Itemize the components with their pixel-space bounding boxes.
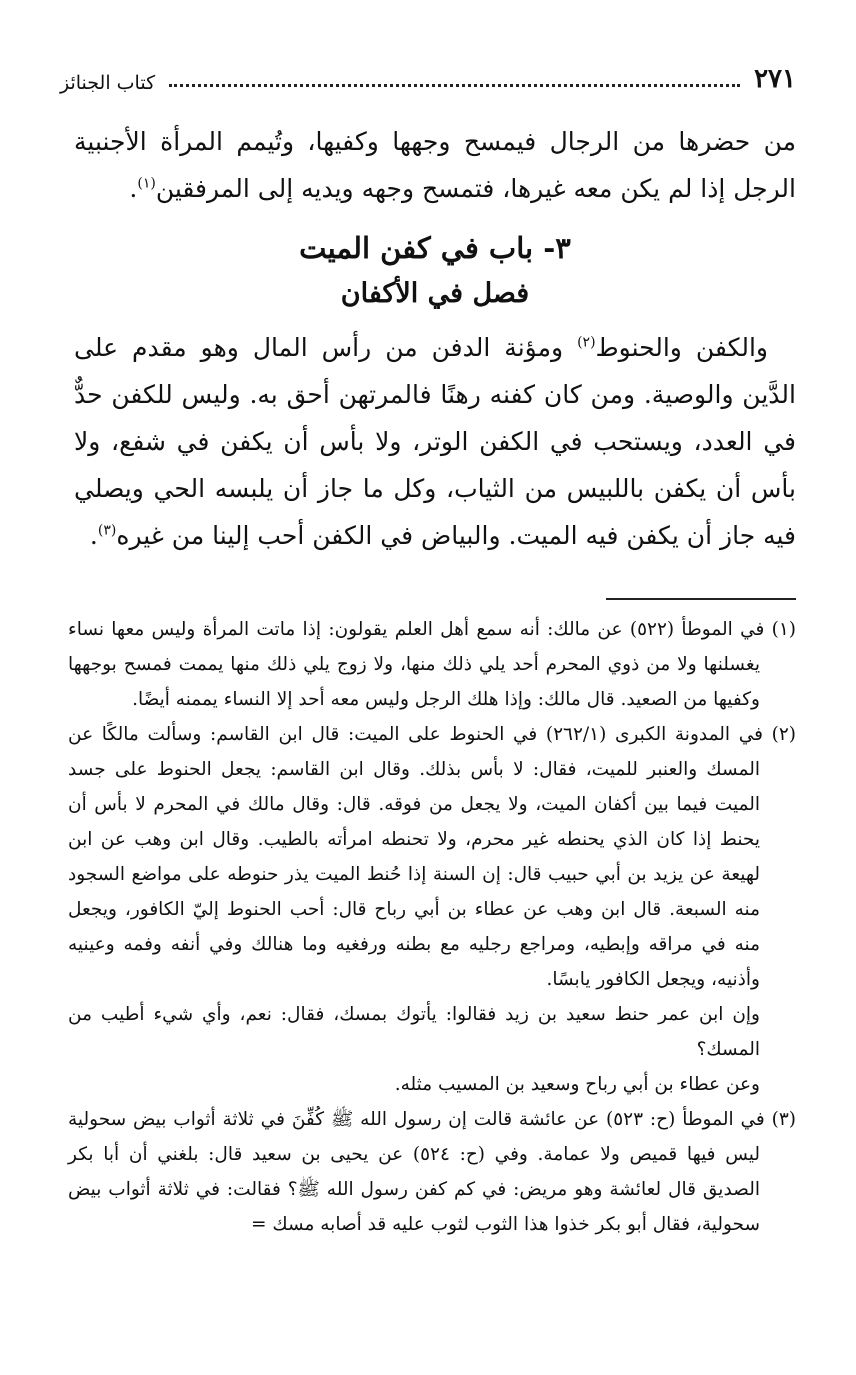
- footnote-ref-2[interactable]: (٢): [577, 334, 596, 351]
- section-heading: فصل في الأكفان: [340, 278, 530, 309]
- footnote-1: (١) في الموطأ (٥٢٢) عن مالك: أنه سمع أهل العلم يقولون: إذا ماتت المرأة وليس معها نساء يغسلنها ولا من ذوي المحرم أحد يلي ذلك منها، ولا زوج يلي ذلك منها يممت فمسح بوجهها وكفيها من الصعيد. قال مالك: وإذا هلك الرجل وليس معه أحد إلا النساء يممنه أيضًا.: [68, 619, 796, 710]
- footnotes: [68, 612, 796, 1242]
- footnote-2-continuation-1: وإن ابن عمر حنط سعيد بن زيد فقالوا: يأتوك بمسك، فقال: نعم، وأي شيء أطيب من المسك؟: [68, 1004, 760, 1060]
- page-header: [60, 62, 796, 94]
- main-text: [74, 118, 796, 559]
- page-number: ٢٧١: [754, 64, 796, 94]
- shrouds-paragraph: والكفن والحنوط$^{(٢)}$ ومؤنة الدفن من رأس المال وهو مقدم على الدَّين والوصية. ومن كان كفنه رهنًا فالمرتهن أحق به. وليس للكفن حدٌّ في العدد، ويستحب في الكفن الوتر، ولا بأس أن يكفن في شفع، ولا بأس أن يكفن باللبيس من الثياب، وكل ما جاز أن يلبسه الحي ويصلي فيه جاز أن يكفن فيه الميت. والبياض في الكفن أحب إلينا من غيره$^{(٣)}$.: [74, 333, 796, 550]
- footnote-2: (٢) في المدونة الكبرى (٢٦٢/١) في الحنوط على الميت: قال ابن القاسم: وسألت مالكًا عن المسك والعنبر للميت، فقال: لا بأس بذلك. وقال ابن القاسم: يجعل الحنوط على جسد الميت فيما بين أكفان الميت، ولا يجعل من فوقه. قال: وقال مالك في المحرم لا بأس أن يحنط إذا كان الذي يحنطه غير محرم، ولا تحنطه امرأته بالطيب. وقال ابن وهب عن ابن لهيعة عن يزيد بن أبي حبيب قال: إن السنة إذا حُنط الميت يذر حنوطه على مواضع السجود منه السبعة. قال ابن وهب عن عطاء بن أبي رباح قال: أحب الحنوط إليّ الكافور، ويجعل منه في مراقه وإبطيه، ومراجع رجليه مع بطنه ورفغيه وما هنالك وفي أنفه وفمه وعينيه وأذنيه، ويجعل الكافور يابسًا.: [68, 724, 797, 990]
- footnote-2-continuation-2: وعن عطاء بن أبي رباح وسعيد بن المسيب مثله.: [394, 1074, 760, 1095]
- footnote-ref-1[interactable]: (١): [137, 175, 156, 192]
- header-leader-dots: [169, 84, 740, 87]
- running-title: كتاب الجنائز: [60, 72, 156, 94]
- footnote-3: (٣) في الموطأ (ح: ٥٢٣) عن عائشة قالت إن رسول الله ﷺ كُفِّنَ في ثلاثة أثواب بيض سحولية ليس فيها قميص ولا عمامة. وفي (ح: ٥٢٤) عن يحيى بن سعيد قال: بلغني أن أبا بكر الصديق قال لعائشة وهو مريض: في كم كفن رسول الله ﷺ؟ فقالت: في ثلاثة أثواب بيض سحولية، فقال أبو بكر خذوا هذا الثوب لثوب عليه قد أصابه مسك =: [68, 1109, 796, 1235]
- chapter-heading: ٣- باب في كفن الميت: [299, 231, 571, 265]
- footnote-ref-3[interactable]: (٣): [97, 522, 117, 539]
- intro-paragraph: من حضرها من الرجال فيمسح وجهها وكفيها، وتُيمم المرأة الأجنبية الرجل إذا لم يكن معه غيرها، فتمسح وجهه ويديه إلى المرفقين$^{(١)}$.: [74, 127, 796, 203]
- footnote-separator: [606, 598, 796, 600]
